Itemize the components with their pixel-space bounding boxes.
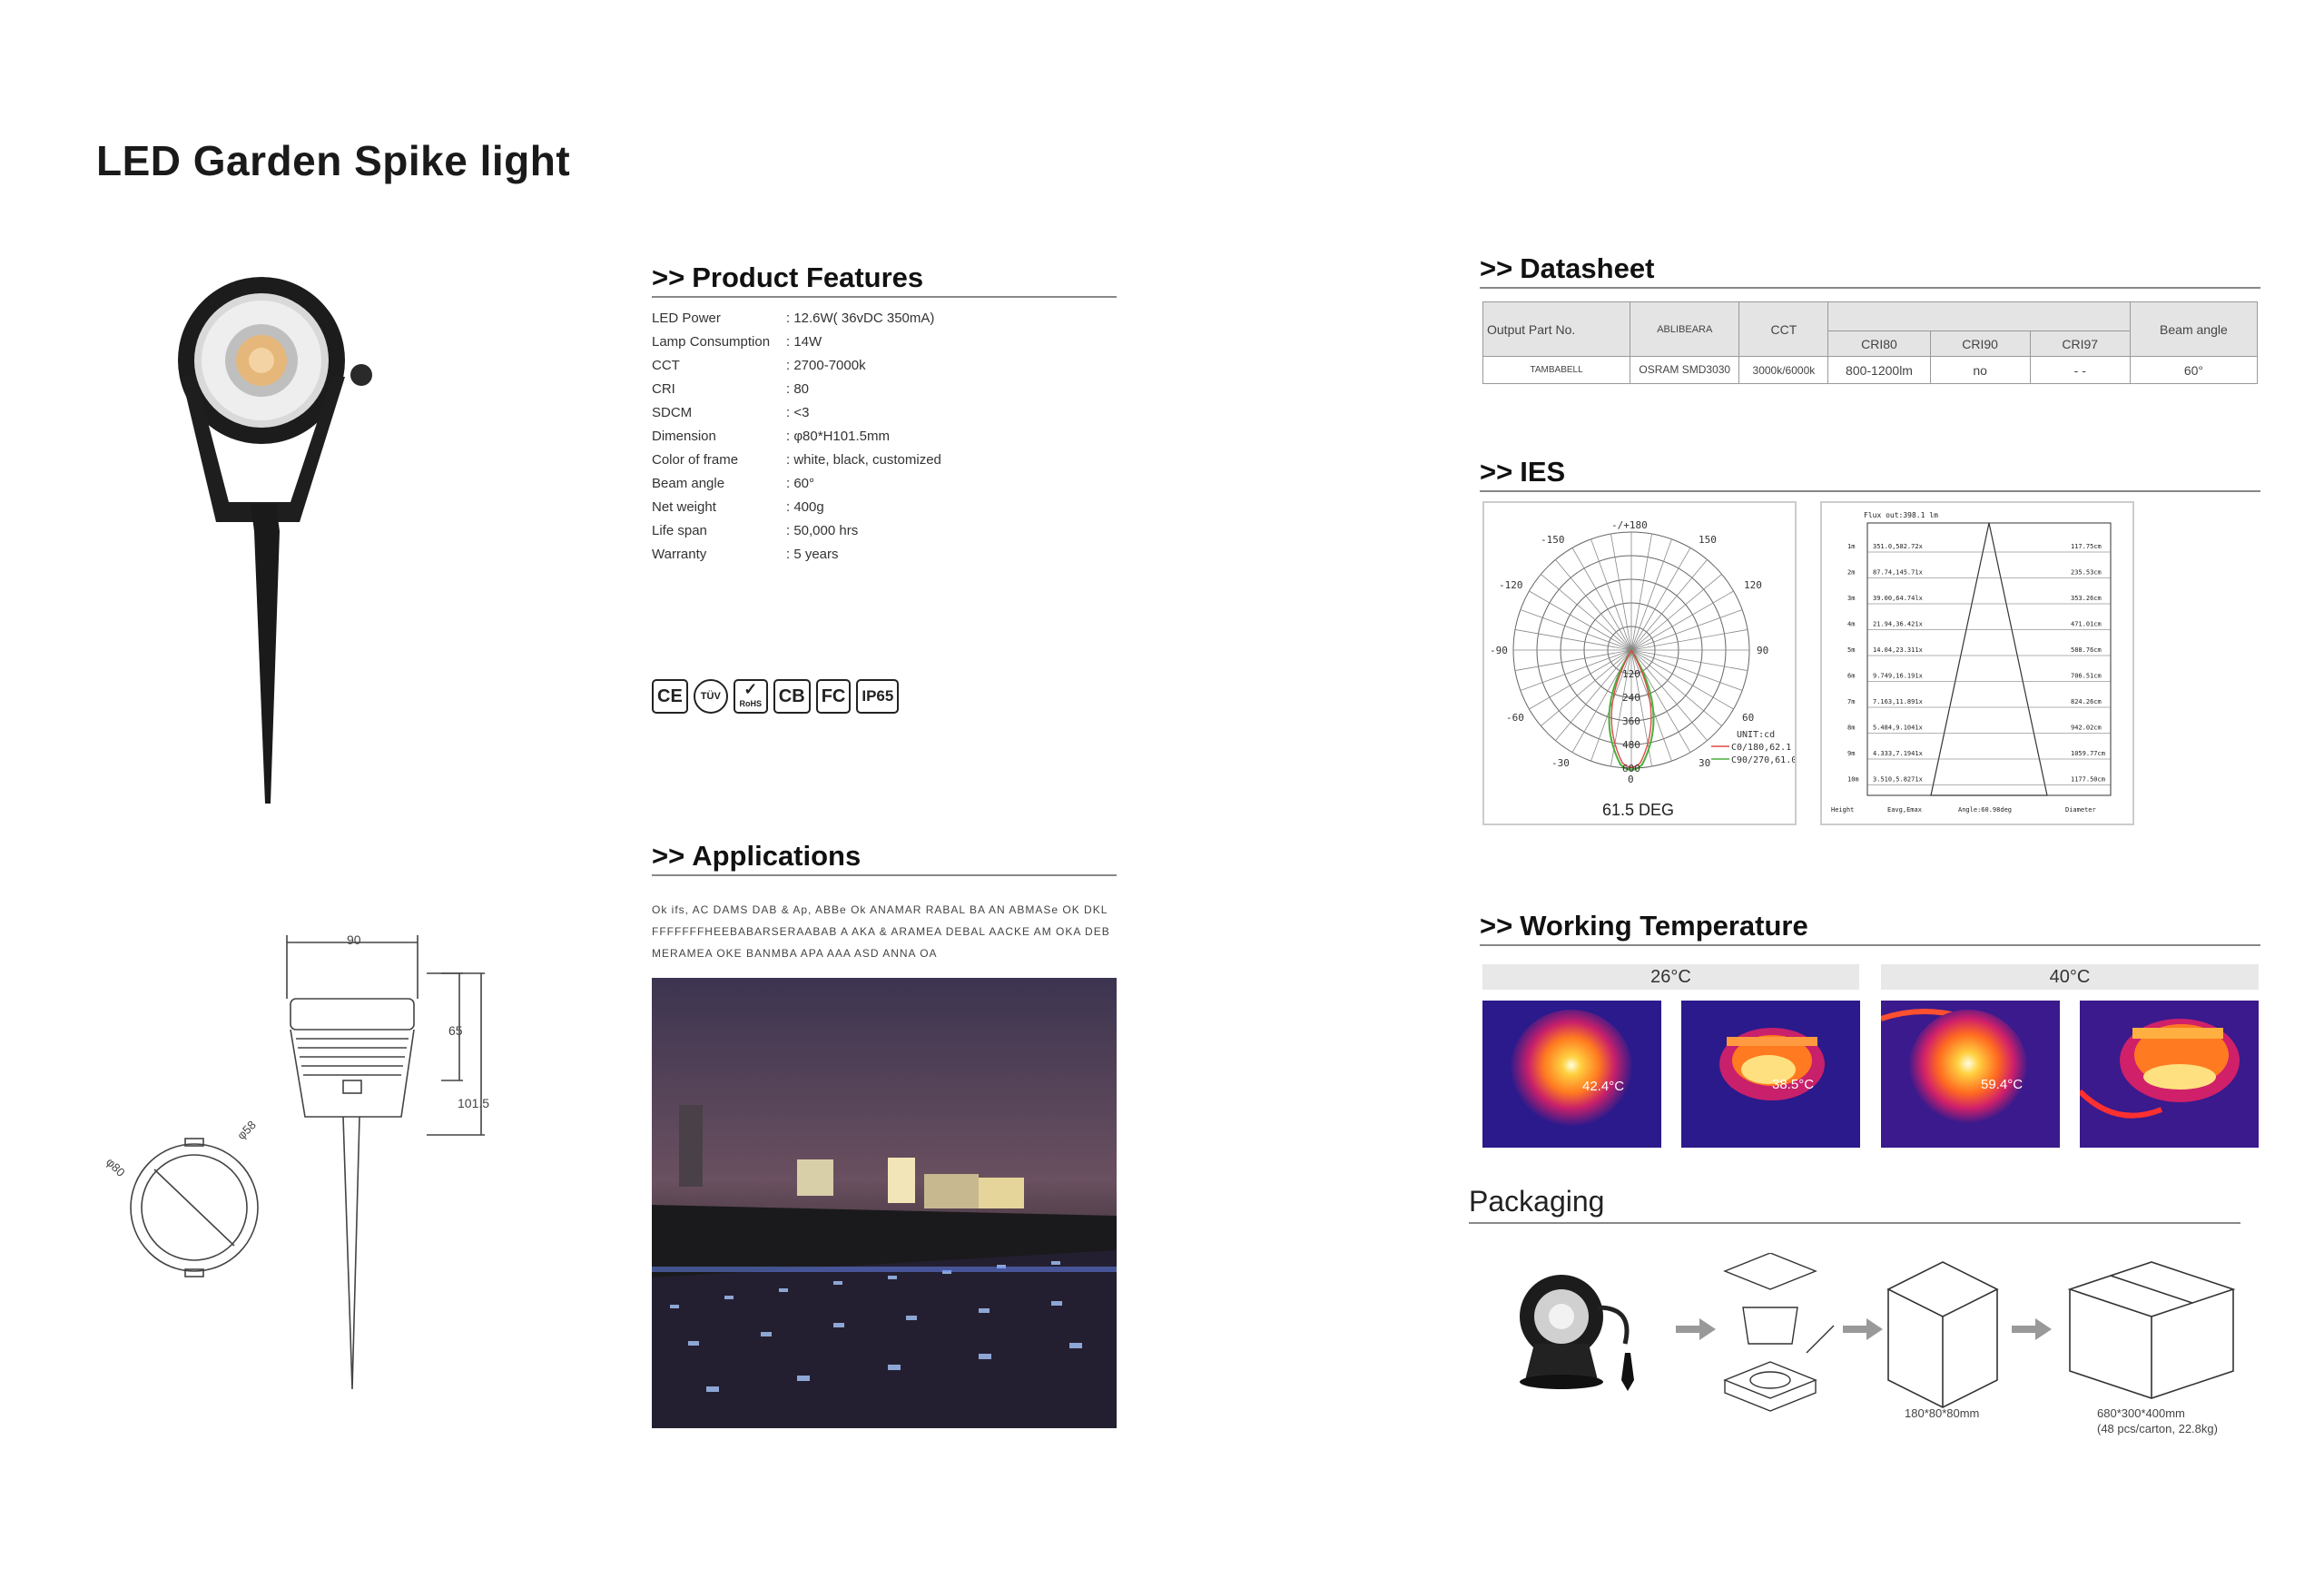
angle-label: -60 bbox=[1506, 712, 1524, 724]
cone-row-h: 2m bbox=[1847, 568, 1856, 577]
temp-reading: 42.4°C bbox=[1582, 1079, 1625, 1094]
arrow-icon bbox=[1843, 1318, 1883, 1340]
angle-label: 30 bbox=[1699, 757, 1711, 769]
rohs-mark-icon: ✓ RoHS bbox=[734, 679, 768, 714]
cone-row-e: 9.749,16.191x bbox=[1873, 672, 1923, 680]
packaging-diagram bbox=[1498, 1253, 2260, 1425]
cone-row-e: 4.333,7.1941x bbox=[1873, 750, 1923, 757]
fcc-mark-icon: FC bbox=[816, 679, 852, 714]
ground-spike bbox=[251, 504, 280, 804]
cone-row-d: 1059.77cm bbox=[2071, 750, 2105, 757]
certification-logos bbox=[652, 679, 899, 714]
ce-mark-icon: CE bbox=[652, 679, 688, 714]
cone-row-e: 5.484,9.1041x bbox=[1873, 724, 1923, 732]
cone-row-h: 9m bbox=[1847, 750, 1856, 757]
angle-label: -150 bbox=[1541, 534, 1565, 546]
polar-diagram-panel bbox=[1482, 501, 1797, 825]
datasheet-heading: >> Datasheet bbox=[1480, 252, 2260, 289]
cone-row-e: 21.94,36.421x bbox=[1873, 620, 1923, 628]
tuv-mark-icon: TÜV bbox=[694, 679, 728, 714]
inner-box-size: 180*80*80mm bbox=[1905, 1406, 1980, 1420]
cone-row-h: 1m bbox=[1847, 543, 1856, 550]
cone-row-d: 1177.50cm bbox=[2071, 775, 2105, 784]
angle-label: -30 bbox=[1551, 757, 1570, 769]
product-illustration bbox=[163, 259, 381, 804]
bracket-screw bbox=[350, 364, 372, 386]
thermal-image-front-26 bbox=[1482, 1001, 1661, 1148]
polar-diagram bbox=[1484, 503, 1795, 824]
applications-heading: >> Applications bbox=[652, 840, 1117, 876]
feature-row: CCT : 2700-7000k bbox=[652, 357, 866, 373]
cone-row-h: 3m bbox=[1847, 595, 1856, 602]
cone-row-d: 353.26cm bbox=[2071, 595, 2102, 602]
cone-foot-height: Height bbox=[1831, 806, 1855, 814]
feature-row: Warranty : 5 years bbox=[652, 546, 839, 562]
feature-row: SDCM : <3 bbox=[652, 404, 810, 420]
cone-row-h: 10m bbox=[1847, 775, 1859, 784]
arrow-icon bbox=[1676, 1318, 1716, 1340]
dim-outer-dia: φ80 bbox=[103, 1155, 128, 1179]
angle-label: -/+180 bbox=[1611, 519, 1648, 531]
angle-label: 150 bbox=[1699, 534, 1717, 546]
ies-unit: UNIT:cd bbox=[1737, 730, 1776, 740]
angle-label: 0 bbox=[1628, 774, 1634, 785]
cb-mark-icon: CB bbox=[773, 679, 811, 714]
angle-label: 60 bbox=[1742, 712, 1755, 724]
feature-row: Beam angle : 60° bbox=[652, 475, 815, 491]
feature-row: Net weight : 400g bbox=[652, 498, 824, 515]
radial-label: 600 bbox=[1622, 763, 1640, 774]
cone-row-h: 7m bbox=[1847, 698, 1856, 705]
dim-width: 90 bbox=[347, 932, 361, 947]
thermal-image-side-40 bbox=[2080, 1001, 2259, 1148]
packaging-heading: Packaging bbox=[1469, 1185, 2240, 1224]
applications-text: Ok ifs, AC DAMS DAB & Ap, ABBe Ok ANAMAR RABAL BA AN ABMASe OK DKLFFFFFFFHEEBABARSERAABAB A AKA & ARAMEA DEBAL AACKE AM OKA DEBMERAMEA OKE BANMBA APA AAA ASD ANNA OA bbox=[652, 903, 1110, 960]
cone-row-d: 942.02cm bbox=[2071, 724, 2102, 732]
box-insert-diagram bbox=[1725, 1253, 1834, 1411]
ip65-mark-icon: IP65 bbox=[856, 679, 899, 714]
dim-head-height: 65 bbox=[448, 1023, 463, 1038]
radial-label: 480 bbox=[1622, 739, 1640, 751]
illuminance-cone bbox=[1822, 503, 2132, 824]
cone-row-d: 235.53cm bbox=[2071, 568, 2102, 577]
col-cri80: CRI80 bbox=[1828, 331, 1930, 357]
temp-reading: 59.4°C bbox=[1981, 1077, 2024, 1092]
carton-box-icon bbox=[2070, 1262, 2233, 1398]
col-cct: CCT bbox=[1739, 302, 1828, 357]
cone-row-e: 3.510,5.8271x bbox=[1873, 775, 1923, 784]
ies-heading: >> IES bbox=[1480, 456, 2260, 492]
cone-row-h: 5m bbox=[1847, 646, 1856, 654]
ies-legend-c90: C90/270,61.0 bbox=[1731, 755, 1795, 765]
cone-row-d: 471.01cm bbox=[2071, 620, 2102, 628]
feature-row: CRI : 80 bbox=[652, 380, 810, 397]
cone-row-e: 351.0,582.72x bbox=[1873, 543, 1923, 550]
dimension-drawing bbox=[100, 926, 517, 1398]
cone-row-d: 706.51cm bbox=[2071, 672, 2102, 680]
cone-row-d: 117.75cm bbox=[2071, 543, 2102, 550]
dim-inner-dia: φ58 bbox=[234, 1118, 259, 1143]
illuminance-cone-panel bbox=[1820, 501, 2134, 825]
carton-size: 680*300*400mm (48 pcs/carton, 22.8kg) bbox=[2097, 1406, 2218, 1435]
col-beam: Beam angle bbox=[2130, 302, 2257, 357]
beam-degree: 61.5 DEG bbox=[1602, 801, 1675, 819]
table-row: TAMBABELL OSRAM SMD3030 3000k/6000k 800-1200lm no - - 60° bbox=[1483, 357, 2258, 384]
packed-lamp bbox=[1520, 1275, 1634, 1391]
angle-label: 120 bbox=[1744, 579, 1762, 591]
cone-row-d: 824.26cm bbox=[2071, 698, 2102, 705]
col-cri97: CRI97 bbox=[2030, 331, 2130, 357]
radial-label: 120 bbox=[1622, 668, 1640, 680]
temperature-heading: >> Working Temperature bbox=[1480, 910, 2260, 946]
angle-label: -90 bbox=[1490, 645, 1508, 656]
col-led: ABLIBEARA bbox=[1630, 302, 1739, 357]
datasheet-table bbox=[1482, 301, 2258, 384]
feature-row: Life span : 50,000 hrs bbox=[652, 522, 859, 538]
radial-label: 360 bbox=[1622, 715, 1640, 727]
application-photo bbox=[652, 978, 1117, 1428]
cone-row-e: 87.74,145.71x bbox=[1873, 568, 1923, 577]
features-list bbox=[652, 306, 1106, 566]
cone-foot-angle: Angle:60.98deg bbox=[1958, 806, 2013, 814]
feature-row: Dimension : φ80*H101.5mm bbox=[652, 428, 890, 444]
page-title: LED Garden Spike light bbox=[96, 137, 571, 184]
radial-label: 240 bbox=[1622, 692, 1640, 704]
angle-label: 90 bbox=[1757, 645, 1769, 656]
ies-legend-c0: C0/180,62.1 bbox=[1731, 743, 1792, 753]
feature-row: Lamp Consumption : 14W bbox=[652, 333, 822, 350]
cone-foot-eavg: Eavg,Emax bbox=[1887, 806, 1922, 814]
feature-row: Color of frame : white, black, customized bbox=[652, 451, 941, 468]
ambient-26-label: 26°C bbox=[1482, 964, 1859, 990]
thermal-image-side-26 bbox=[1681, 1001, 1860, 1148]
cone-row-d: 588.76cm bbox=[2071, 646, 2102, 654]
col-cri90: CRI90 bbox=[1930, 331, 2030, 357]
cone-row-h: 6m bbox=[1847, 672, 1856, 680]
thermal-image-front-40 bbox=[1881, 1001, 2060, 1148]
cone-row-h: 4m bbox=[1847, 620, 1856, 628]
feature-row: LED Power : 12.6W( 36vDC 350mA) bbox=[652, 310, 935, 326]
inner-box-icon bbox=[1888, 1262, 1997, 1407]
cone-row-e: 14.04,23.311x bbox=[1873, 646, 1923, 654]
cone-foot-diameter: Diameter bbox=[2065, 806, 2096, 814]
col-part-no: Output Part No. bbox=[1483, 302, 1630, 357]
col-cri-group bbox=[1828, 302, 2130, 331]
cone-row-e: 39.00,64.74lx bbox=[1873, 595, 1923, 602]
temp-reading: 38.5°C bbox=[1772, 1077, 1815, 1092]
cone-flux: Flux out:398.1 lm bbox=[1864, 511, 1938, 519]
cone-row-h: 8m bbox=[1847, 724, 1856, 732]
dim-total-height: 101.5 bbox=[458, 1096, 490, 1110]
arrow-icon bbox=[2012, 1318, 2052, 1340]
ambient-40-label: 40°C bbox=[1881, 964, 2259, 990]
angle-label: -120 bbox=[1499, 579, 1523, 591]
cone-row-e: 7.163,11.891x bbox=[1873, 698, 1923, 705]
features-heading: >> Product Features bbox=[652, 261, 1117, 298]
